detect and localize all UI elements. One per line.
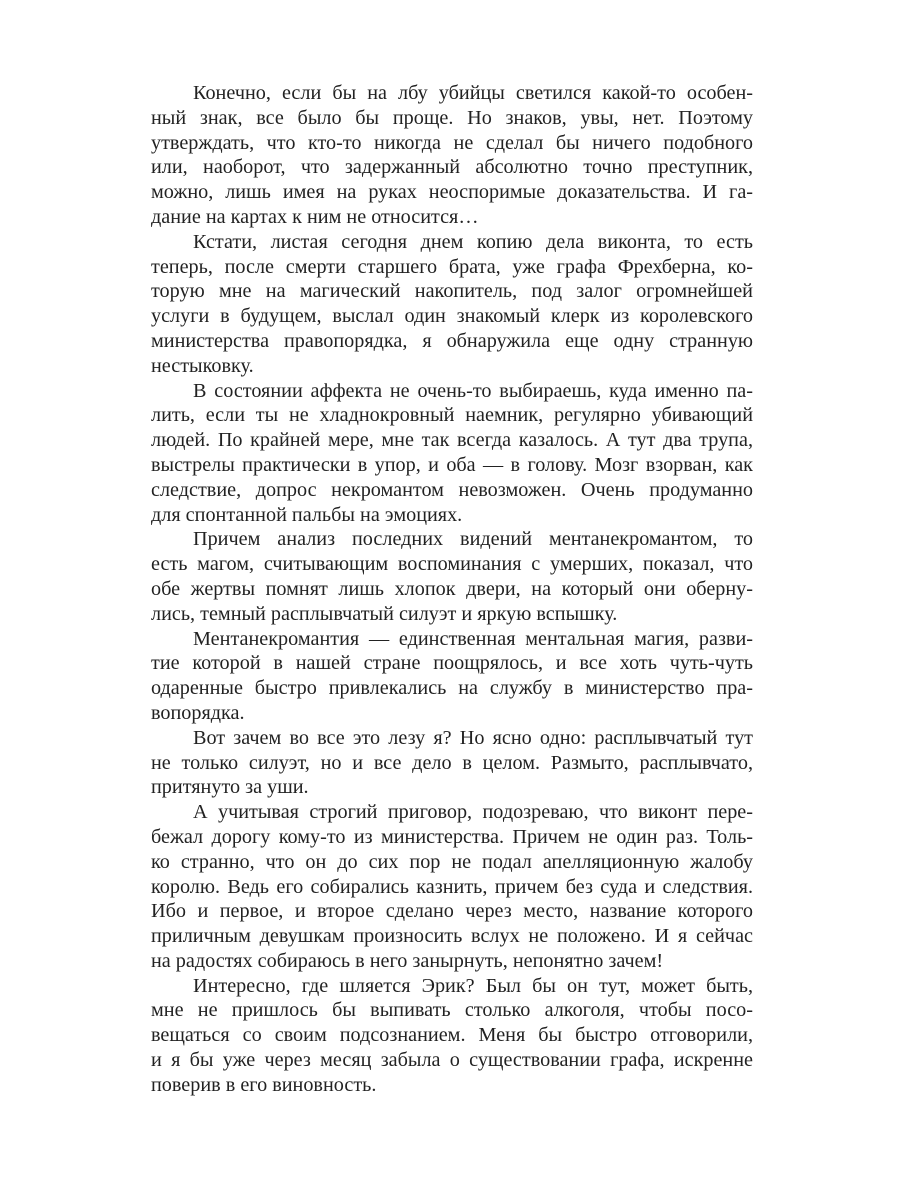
text-line: услуги в будущем, выслал один знакомый клерк из королевского [151, 305, 753, 328]
text-line: Интересно, где шляется Эрик? Был бы он тут, может быть, [193, 974, 753, 997]
paragraph [151, 527, 753, 626]
text-line: лись, темный расплывчатый силуэт и яркую вспышку. [151, 602, 618, 625]
paragraph [151, 974, 753, 1098]
text-line: и я бы уже через месяц забыла о существовании графа, искренне [151, 1049, 753, 1072]
text-line: мне не пришлось бы выпивать столько алкоголя, чтобы посо- [151, 999, 753, 1022]
text-line: Вот зачем во все это лезу я? Но ясно одно: расплывчатый тут [193, 726, 753, 749]
text-line: вопорядка. [151, 701, 245, 724]
text-line: обе жертвы помнят лишь хлопок двери, на который они оберну- [151, 577, 753, 600]
text-line: приличным девушкам произносить вслух не положено. И я сейчас [151, 925, 753, 948]
text-line: выстрелы практически в упор, и оба — в голову. Мозг взорван, как [151, 453, 753, 476]
text-line: утверждать, что кто-то никогда не сделал бы ничего подобного [151, 131, 753, 154]
text-line: есть магом, считывающим воспоминания с умерших, показал, что [151, 553, 753, 576]
text-line: торую мне на магический накопитель, под залог огромнейшей [151, 280, 753, 303]
text-line: поверив в его виновность. [151, 1073, 377, 1096]
text-line: теперь, после смерти старшего брата, уже графа Фрехберна, ко- [151, 255, 753, 278]
text-line: лить, если ты не хладнокровный наемник, регулярно убивающий [151, 404, 753, 427]
text-line: А учитывая строгий приговор, подозреваю, что виконт пере- [193, 801, 753, 824]
text-line: Ментанекромантия — единственная ментальная магия, разви- [193, 627, 753, 650]
text-line: следствие, допрос некромантом невозможен. Очень продуманно [151, 478, 753, 501]
text-line: Кстати, листая сегодня днем копию дела виконта, то есть [193, 230, 753, 253]
text-line: Конечно, если бы на лбу убийцы светился какой-то особен- [193, 82, 753, 104]
text-line: Ибо и первое, и второе сделано через место, название которого [151, 900, 753, 923]
text-line: бежал дорогу кому-то из министерства. Причем не один раз. Толь- [151, 825, 753, 848]
text-line: одаренные быстро привлекались на службу в министерство пра- [151, 677, 753, 700]
text-line: притянуто за уши. [151, 776, 309, 799]
text-line: министерства правопорядка, я обнаружила еще одну странную [151, 329, 753, 352]
paragraph [151, 379, 753, 528]
text-line: ко странно, что он до сих пор не подал апелляционную жалобу [151, 850, 753, 873]
text-line: тие которой в нашей стране поощрялось, и все хоть чуть-чуть [151, 652, 753, 675]
text-line: на радостях собираюсь в него занырнуть, непонятно зачем! [151, 949, 664, 972]
text-line: не только силуэт, но и все дело в целом. Размыто, расплывчато, [151, 751, 753, 774]
text-line: дание на картах к ним не относится… [151, 205, 479, 228]
text-line: нестыковку. [151, 354, 254, 377]
text-line: людей. По крайней мере, мне так всегда казалось. А тут два трупа, [151, 429, 753, 452]
text-line: королю. Ведь его собирались казнить, причем без суда и следствия. [151, 875, 753, 898]
paragraph [151, 81, 753, 230]
text-line: для спонтанной пальбы на эмоциях. [151, 503, 463, 526]
book-page [151, 81, 753, 1098]
text-line: ный знак, все было бы проще. Но знаков, увы, нет. Поэтому [151, 106, 753, 129]
paragraph [151, 800, 753, 974]
text-line: или, наоборот, что задержанный абсолютно точно преступник, [151, 156, 753, 179]
paragraph [151, 230, 753, 379]
text-line: вещаться со своим подсознанием. Меня бы быстро отговорили, [151, 1024, 753, 1047]
paragraph [151, 726, 753, 800]
text-line: Причем анализ последних видений ментанекромантом, то [193, 528, 753, 551]
paragraph [151, 627, 753, 726]
text-line: можно, лишь имея на руках неоспоримые доказательства. И га- [151, 181, 753, 204]
text-line: В состоянии аффекта не очень-то выбираешь, куда именно па- [193, 379, 753, 402]
